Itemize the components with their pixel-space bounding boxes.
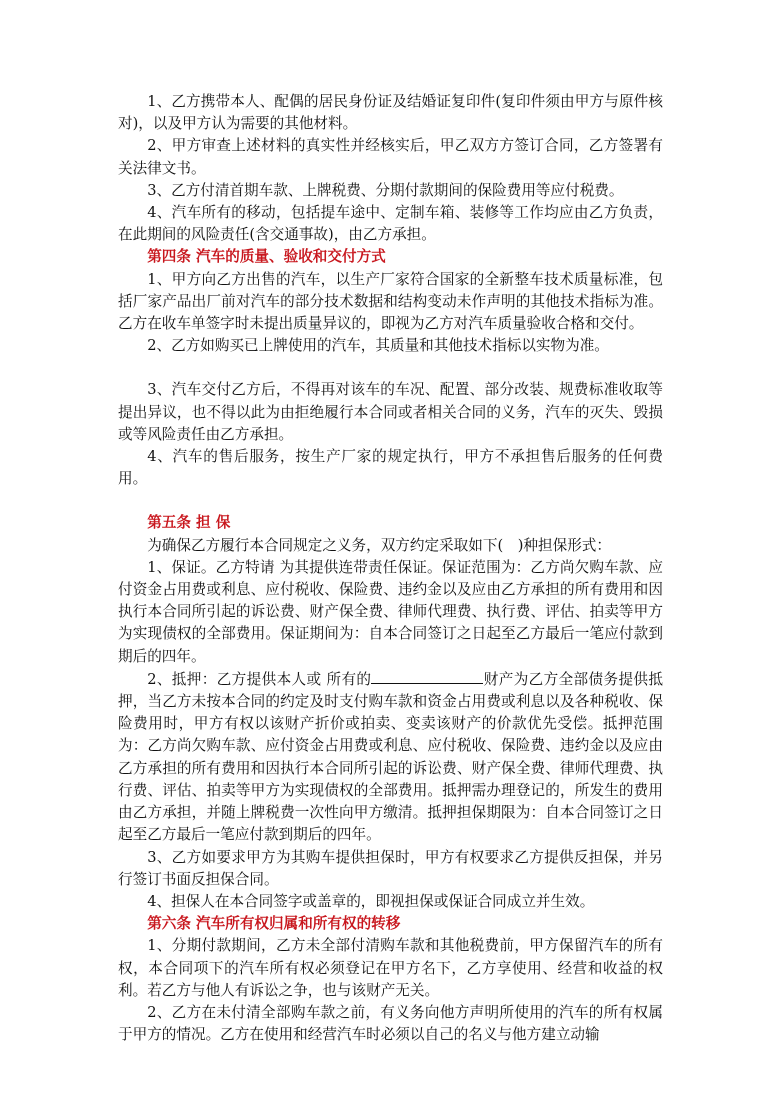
section3-item-4: 4、汽车所有的移动，包括提车途中、定制车箱、装修等工作均应由乙方负责，在此期间的风险责任(含交通事故)，由乙方承担。 [118,204,663,244]
paragraph-gap [118,490,663,512]
section4-item-4: 4、汽车的售后服务，按生产厂家的规定执行，甲方不承担售后服务的任何费用。 [118,448,663,488]
section5-item-4: 4、担保人在本合同签字或盖章的，即视担保或保证合同成立并生效。 [147,892,595,910]
section4-item-2: 2、乙方如购买已上牌使用的汽车，其质量和其他技术指标以实物为准。 [147,337,609,355]
section6-item-2: 2、乙方在未付清全部购车款之前，有义务向他方声明所使用的汽车的所有权属于甲方的情况。乙方在使用和经营汽车时必须以自己的名义与他方建立动输 [118,1003,663,1044]
item2-text-after-blank: 财产为乙方全部债务提供抵押，当乙方未按本合同的约定及时支付购车款和资金占用费或利息以及各种税收、保险费用时，甲方有权以该财产折价或拍卖、变卖该财产的价款优先受偿。抵押范围为：乙方尚欠购车款、应付资金占用费或利息、应付税收、保险费、违约金以及应由乙方承担的所有费用和因执行本合同所引起的诉讼费、财产保全费、律师代理费、执行费、评估、拍卖等甲方为实现债权的全部费用。抵押需办理登记的，所发生的费用由乙方承担，并随上牌税费一次性向甲方缴清。抵押担保期限为：自本合同签订之日起至乙方最后一笔应付款到期后的四年。 [118,670,663,844]
section3-item-3: 3、乙方付清首期车款、上牌税费、分期付款期间的保险费用等应付税费。 [147,181,624,199]
section5-item-1: 1、保证。乙方特请 为其提供连带责任保证。保证范围为：乙方尚欠购车款、应付资金占用费或利息、应付税收、保险费、违约金以及应由乙方承担的所有费用和因执行本合同所引起的诉讼费、财产保全费、律师代理费、执行费、评估、拍卖等甲方为实现债权的全部费用。保证期间为：自本合同签订之日起至乙方最后一笔应付款到期后的四年。 [118,558,663,665]
section4-heading: 第四条 汽车的质量、验收和交付方式 [147,248,386,266]
fill-in-blank[interactable] [371,668,483,684]
section3-item-1: 1、乙方携带本人、配偶的居民身份证及结婚证复印件(复印件须由甲方与原件核对)，以及甲方认为需要的其他材料。 [118,93,663,133]
section4-item-3: 3、汽车交付乙方后，不得再对该车的车况、配置、部分改装、规费标准收取等提出异议，也不得以此为由拒绝履行本合同或者相关合同的义务，汽车的灭失、毁损或等风险责任由乙方承担。 [118,381,663,443]
section6-heading: 第六条 汽车所有权归属和所有权的转移 [147,915,401,933]
section3-item-2: 2、甲方审查上述材料的真实性并经核实后，甲乙双方方签订合同，乙方签署有关法律文书。 [118,137,663,177]
item2-text-before-blank: 2、抵押：乙方提供本人或 所有的 [147,670,372,688]
section5-item-2 [118,668,663,847]
section6-item-1: 1、分期付款期间，乙方未全部付清购车款和其他税费前，甲方保留汽车的所有权，本合同项下的汽车所有权必须登记在甲方名下，乙方享使用、经营和收益的权利。若乙方与他人有诉讼之争，也与该财产无关。 [118,937,663,999]
section5-intro: 为确保乙方履行本合同规定之义务，双方约定采取如下( )种担保形式： [147,536,611,554]
section5-heading: 第五条 担 保 [147,514,231,532]
section4-item-1: 1、甲方向乙方出售的汽车，以生产厂家符合国家的全新整车技术质量标准，包括厂家产品出厂前对汽车的部分技术数据和结构变动未作声明的其他技术指标为准。乙方在收车单签字时未提出质量异议的，即视为乙方对汽车质量验收合格和交付。 [118,270,663,333]
paragraph-gap [118,357,663,379]
contract-body [118,91,663,1046]
section5-item-3: 3、乙方如要求甲方为其购车提供担保时，甲方有权要求乙方提供反担保，并另行签订书面反担保合同。 [118,848,663,888]
